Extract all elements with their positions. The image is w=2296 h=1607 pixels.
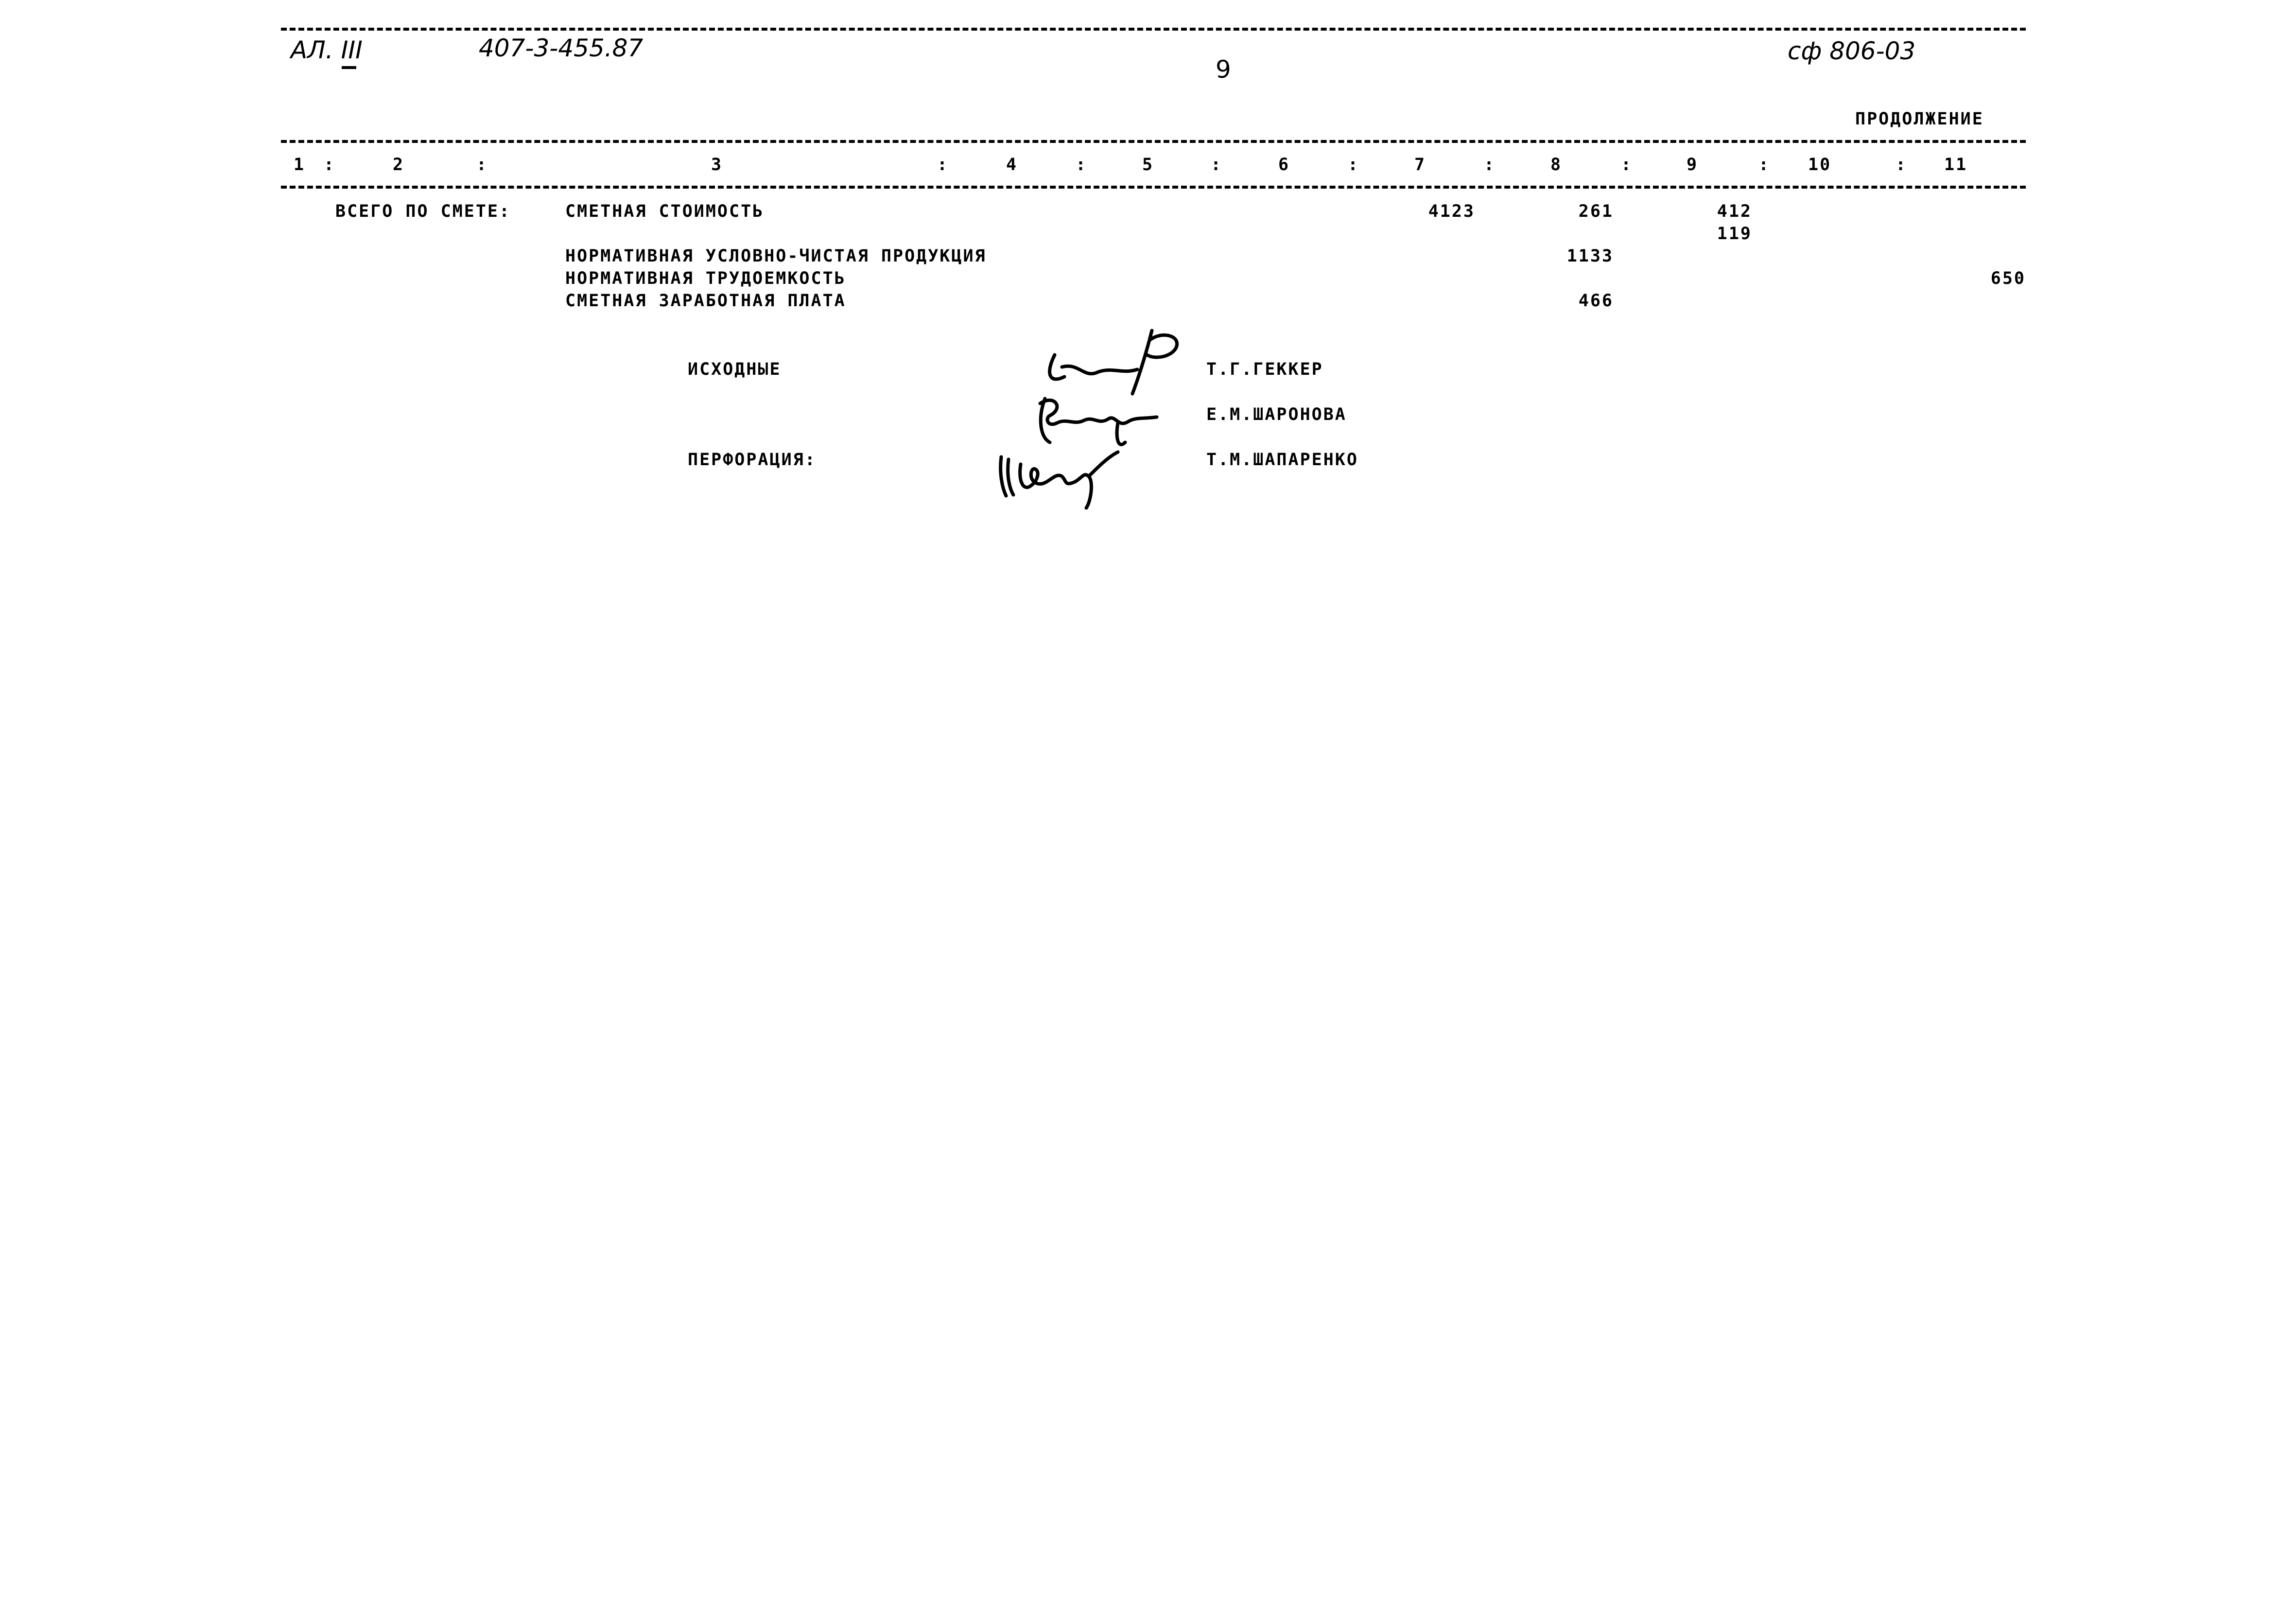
signer-name-2: Е.М.ШАРОНОВА: [1206, 405, 1347, 424]
column-number-4: 4: [1006, 155, 1018, 175]
column-number-2: 2: [393, 155, 405, 175]
column-separator: :: [476, 155, 488, 175]
signer-name-1: Т.Г.ГЕККЕР: [1206, 360, 1323, 379]
column-number-7: 7: [1414, 155, 1426, 175]
perforation-label: ПЕРФОРАЦИЯ:: [688, 450, 817, 470]
labour-col11: 650: [1990, 269, 2026, 288]
row-name-wages: СМЕТНАЯ ЗАРАБОТНАЯ ПЛАТА: [565, 291, 846, 311]
column-number-9: 9: [1687, 155, 1699, 175]
column-number-11: 11: [1944, 155, 1968, 175]
continuation-label: ПРОДОЛЖЕНИЕ: [1855, 109, 1984, 129]
column-separator: :: [1348, 155, 1360, 175]
column-number-1: 1: [294, 155, 306, 175]
column-separator: :: [1211, 155, 1223, 175]
column-number-3: 3: [711, 155, 723, 175]
signature-3: [991, 437, 1147, 515]
net-output-col8: 1133: [1566, 246, 1614, 266]
cost-col9: 412: [1717, 202, 1752, 221]
row-name-cost: СМЕТНАЯ СТОИМОСТЬ: [565, 202, 765, 221]
project-code: 407-3-455.87: [479, 34, 644, 62]
wages-col8: 466: [1578, 291, 1614, 311]
column-separator: :: [937, 155, 949, 175]
column-separator: :: [1896, 155, 1908, 175]
cost-col7: 4123: [1428, 202, 1475, 221]
cost-col8: 261: [1578, 202, 1614, 221]
document-code: сф 806-03: [1788, 37, 1916, 65]
page-number: 9: [1216, 55, 1231, 84]
column-separator: :: [1484, 155, 1496, 175]
column-number-8: 8: [1550, 155, 1563, 175]
sheet-label-underline: [342, 66, 356, 69]
top-rule: [281, 28, 2026, 31]
column-number-10: 10: [1808, 155, 1832, 175]
column-separator: :: [1621, 155, 1633, 175]
cost-col9-second: 119: [1717, 224, 1752, 244]
totals-label: ВСЕГО ПО СМЕТЕ:: [335, 202, 511, 221]
row-name-net-output: НОРМАТИВНАЯ УСЛОВНО-ЧИСТАЯ ПРОДУКЦИЯ: [565, 246, 987, 266]
column-separator: :: [1076, 155, 1088, 175]
column-number-5: 5: [1142, 155, 1154, 175]
column-separator: :: [324, 155, 336, 175]
source-data-label: ИСХОДНЫЕ: [688, 360, 782, 379]
column-separator: :: [1758, 155, 1771, 175]
row-name-labour: НОРМАТИВНАЯ ТРУДОЕМКОСТЬ: [565, 269, 846, 288]
signer-name-3: Т.М.ШАПАРЕНКО: [1206, 450, 1358, 470]
sheet-label: АЛ. III: [291, 36, 363, 64]
header-rule-top: [281, 140, 2026, 143]
column-number-6: 6: [1278, 155, 1290, 175]
header-rule-bottom: [281, 186, 2026, 189]
